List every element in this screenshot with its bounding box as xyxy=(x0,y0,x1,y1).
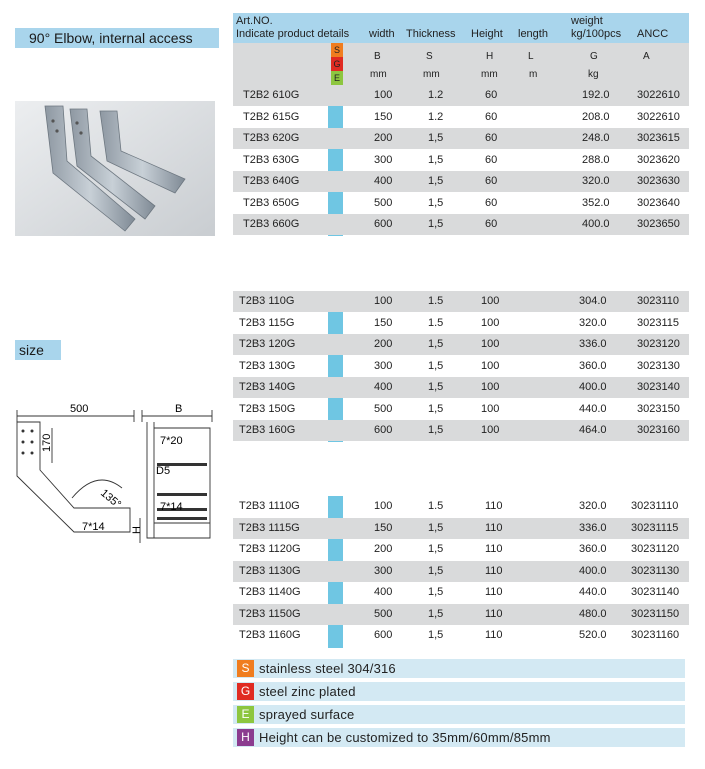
cell-a: 3022610 xyxy=(637,110,680,123)
cell-h: 100 xyxy=(481,359,500,372)
cell-wt: 360.0 xyxy=(579,543,607,555)
cell-a: 3023615 xyxy=(637,132,680,144)
product-photo xyxy=(15,101,215,236)
hole-label-left: 7*14 xyxy=(82,521,105,533)
cell-wt: 336.0 xyxy=(579,338,607,350)
table-row xyxy=(233,107,689,128)
cell-h: 100 xyxy=(481,295,500,307)
table-row xyxy=(233,377,689,398)
cell-a: 30231140 xyxy=(631,586,680,598)
cell-a: 30231160 xyxy=(631,629,680,641)
cell-wt: 336.0 xyxy=(579,521,607,534)
cell-h: 110 xyxy=(485,586,503,598)
cell-a: 3022610 xyxy=(637,89,680,101)
cell-wt: 320.0 xyxy=(582,175,610,187)
cell-w: 100 xyxy=(374,295,393,307)
cell-a: 3023120 xyxy=(637,338,680,350)
cell-art: T2B3 1110G xyxy=(239,500,300,512)
cell-art: T2B3 1140G xyxy=(239,586,301,598)
cell-t: 1,5 xyxy=(428,564,444,577)
cell-a: 30231110 xyxy=(631,500,679,512)
table-row xyxy=(233,604,689,625)
cell-w: 600 xyxy=(374,629,393,641)
dim-170: 170 xyxy=(41,433,53,452)
cell-w: 200 xyxy=(374,543,393,555)
units-header: B S H L G A mm mm mm m kg xyxy=(233,43,689,85)
cell-t: 1,5 xyxy=(428,629,444,641)
cell-t: 1,5 xyxy=(428,338,444,350)
table-row xyxy=(233,313,689,334)
cell-w: 150 xyxy=(374,316,393,329)
cell-art: T2B3 120G xyxy=(239,338,296,350)
table-header: Art.NO. Indicate product details width Thickness Height length weight kg/100pcs ANCC xyxy=(233,13,689,43)
cell-t: 1,5 xyxy=(428,543,444,555)
legend-code-badge: G xyxy=(237,683,254,700)
cell-h: 60 xyxy=(485,110,498,123)
cell-art: T2B3 630G xyxy=(243,153,300,166)
cell-wt: 440.0 xyxy=(579,402,607,415)
table-row xyxy=(233,150,689,171)
cell-t: 1,5 xyxy=(428,132,444,144)
cell-t: 1,5 xyxy=(428,153,444,166)
cell-w: 100 xyxy=(374,89,393,101)
table-row xyxy=(233,214,689,235)
cell-w: 300 xyxy=(374,564,393,577)
table-row xyxy=(233,334,689,355)
legend-code-badge: S xyxy=(237,660,254,677)
cell-wt: 208.0 xyxy=(582,110,610,123)
table-row xyxy=(233,625,689,646)
table-row xyxy=(233,518,689,539)
cell-t: 1.5 xyxy=(428,295,444,307)
cell-art: T2B3 1120G xyxy=(239,543,301,555)
cell-t: 1,5 xyxy=(428,196,444,209)
cell-t: 1,5 xyxy=(428,381,444,393)
cell-a: 3023650 xyxy=(637,218,680,230)
cell-art: T2B3 110G xyxy=(239,295,295,307)
cell-h: 110 xyxy=(485,543,503,555)
cell-w: 100 xyxy=(374,500,393,512)
cell-h: 60 xyxy=(485,132,498,144)
cell-wt: 400.0 xyxy=(579,564,607,577)
cell-t: 1.5 xyxy=(428,316,444,329)
cell-wt: 304.0 xyxy=(579,295,607,307)
cell-h: 60 xyxy=(485,175,498,187)
badge-e: E xyxy=(331,71,343,85)
cell-w: 150 xyxy=(374,110,393,123)
legend-item xyxy=(233,682,685,701)
cell-wt: 192.0 xyxy=(582,89,610,101)
cell-wt: 520.0 xyxy=(579,629,607,641)
cell-art: T2B3 160G xyxy=(239,424,296,436)
cell-art: T2B3 1115G xyxy=(239,521,300,534)
table-row xyxy=(233,539,689,560)
dim-h: H xyxy=(131,526,143,534)
cell-wt: 400.0 xyxy=(579,381,607,393)
table-row xyxy=(233,420,689,441)
cell-wt: 480.0 xyxy=(579,607,607,620)
cell-art: T2B3 115G xyxy=(239,316,295,329)
cell-art: T2B3 620G xyxy=(243,132,300,144)
cell-t: 1,5 xyxy=(428,402,444,415)
cell-wt: 288.0 xyxy=(582,153,610,166)
legend-code-badge: E xyxy=(237,706,254,723)
cell-w: 200 xyxy=(374,338,393,350)
cell-w: 300 xyxy=(374,153,393,166)
cell-t: 1,5 xyxy=(428,424,444,436)
cell-a: 30231130 xyxy=(631,564,680,577)
cell-a: 3023140 xyxy=(637,381,680,393)
cell-h: 60 xyxy=(485,153,498,166)
table-row xyxy=(233,128,689,149)
dimension-drawing xyxy=(12,398,222,558)
cell-h: 100 xyxy=(481,381,500,393)
cell-h: 110 xyxy=(485,521,503,534)
cell-art: T2B3 650G xyxy=(243,196,300,209)
cell-t: 1.5 xyxy=(428,500,444,512)
cell-h: 110 xyxy=(485,629,503,641)
cell-w: 500 xyxy=(374,607,393,620)
cell-t: 1.2 xyxy=(428,110,444,123)
table-row xyxy=(233,496,689,517)
cell-a: 3023150 xyxy=(637,402,680,415)
cell-t: 1,5 xyxy=(428,521,444,534)
badge-s: S xyxy=(331,43,343,57)
dim-b: B xyxy=(175,403,183,415)
cell-w: 400 xyxy=(374,175,393,187)
table-row xyxy=(233,85,689,106)
d5-label: D5 xyxy=(156,465,171,477)
cell-h: 60 xyxy=(485,89,498,101)
legend-item xyxy=(233,659,685,678)
cell-h: 100 xyxy=(481,402,500,415)
cell-art: T2B3 660G xyxy=(243,218,300,230)
cell-a: 3023160 xyxy=(637,424,680,436)
angle-label: 135° xyxy=(98,487,124,511)
cell-wt: 352.0 xyxy=(582,196,610,209)
cell-w: 400 xyxy=(374,381,393,393)
cell-art: T2B3 1130G xyxy=(239,564,301,577)
cell-w: 600 xyxy=(374,424,393,436)
cell-h: 60 xyxy=(485,218,498,230)
cell-art: T2B3 1160G xyxy=(239,629,301,641)
legend-text: stainless steel 304/316 xyxy=(259,661,396,676)
cell-wt: 440.0 xyxy=(579,586,607,598)
cell-art: T2B2 615G xyxy=(243,110,300,123)
cell-a: 30231115 xyxy=(631,521,679,534)
legend-text: Height can be customized to 35mm/60mm/85mm xyxy=(259,730,551,745)
cell-t: 1,5 xyxy=(428,607,444,620)
cell-art: T2B3 140G xyxy=(239,381,296,393)
cell-h: 100 xyxy=(481,316,500,329)
cell-w: 500 xyxy=(374,402,393,415)
cell-wt: 400.0 xyxy=(582,218,610,230)
cell-a: 3023110 xyxy=(637,295,680,307)
cell-art: T2B3 640G xyxy=(243,175,300,187)
cell-t: 1.2 xyxy=(428,89,444,101)
hole-label-7x20: 7*20 xyxy=(160,435,183,447)
table-row xyxy=(233,193,689,214)
cell-art: T2B3 1150G xyxy=(239,607,301,620)
hole-label-right: 7*14 xyxy=(160,501,183,513)
cell-h: 100 xyxy=(481,424,500,436)
table-row xyxy=(233,356,689,377)
table-row xyxy=(233,582,689,603)
table-row xyxy=(233,171,689,192)
cell-art: T2B3 150G xyxy=(239,402,296,415)
cell-w: 600 xyxy=(374,218,393,230)
legend-text: steel zinc plated xyxy=(259,684,356,699)
cell-t: 1,5 xyxy=(428,218,444,230)
badge-g: G xyxy=(331,57,343,71)
cell-h: 110 xyxy=(485,500,503,512)
cell-wt: 320.0 xyxy=(579,316,607,329)
cell-a: 3023620 xyxy=(637,153,680,166)
dim-500: 500 xyxy=(70,403,89,415)
legend-code-badge: H xyxy=(237,729,254,746)
cell-w: 500 xyxy=(374,196,393,209)
cell-t: 1,5 xyxy=(428,359,444,372)
cell-a: 3023630 xyxy=(637,175,680,187)
cell-a: 3023115 xyxy=(637,316,680,329)
legend-item xyxy=(233,705,685,724)
size-heading: size xyxy=(15,340,61,360)
cell-wt: 360.0 xyxy=(579,359,607,372)
table-row xyxy=(233,561,689,582)
cell-w: 400 xyxy=(374,586,393,598)
table-row xyxy=(233,399,689,420)
cell-h: 100 xyxy=(481,338,500,350)
cell-a: 30231150 xyxy=(631,607,680,620)
cell-w: 200 xyxy=(374,132,393,144)
cell-t: 1,5 xyxy=(428,586,444,598)
cell-w: 150 xyxy=(374,521,393,534)
product-title: 90° Elbow, internal access xyxy=(15,28,219,48)
cell-h: 110 xyxy=(485,607,503,620)
cell-h: 110 xyxy=(485,564,503,577)
cell-w: 300 xyxy=(374,359,393,372)
cell-a: 3023640 xyxy=(637,196,680,209)
table-row xyxy=(233,291,689,312)
cell-wt: 464.0 xyxy=(579,424,607,436)
cell-a: 30231120 xyxy=(631,543,680,555)
legend-item xyxy=(233,728,685,747)
cell-a: 3023130 xyxy=(637,359,680,372)
cell-wt: 248.0 xyxy=(582,132,610,144)
cell-art: T2B3 130G xyxy=(239,359,296,372)
cell-wt: 320.0 xyxy=(579,500,607,512)
cell-h: 60 xyxy=(485,196,498,209)
cell-art: T2B2 610G xyxy=(243,89,300,101)
legend-text: sprayed surface xyxy=(259,707,355,722)
cell-t: 1,5 xyxy=(428,175,444,187)
